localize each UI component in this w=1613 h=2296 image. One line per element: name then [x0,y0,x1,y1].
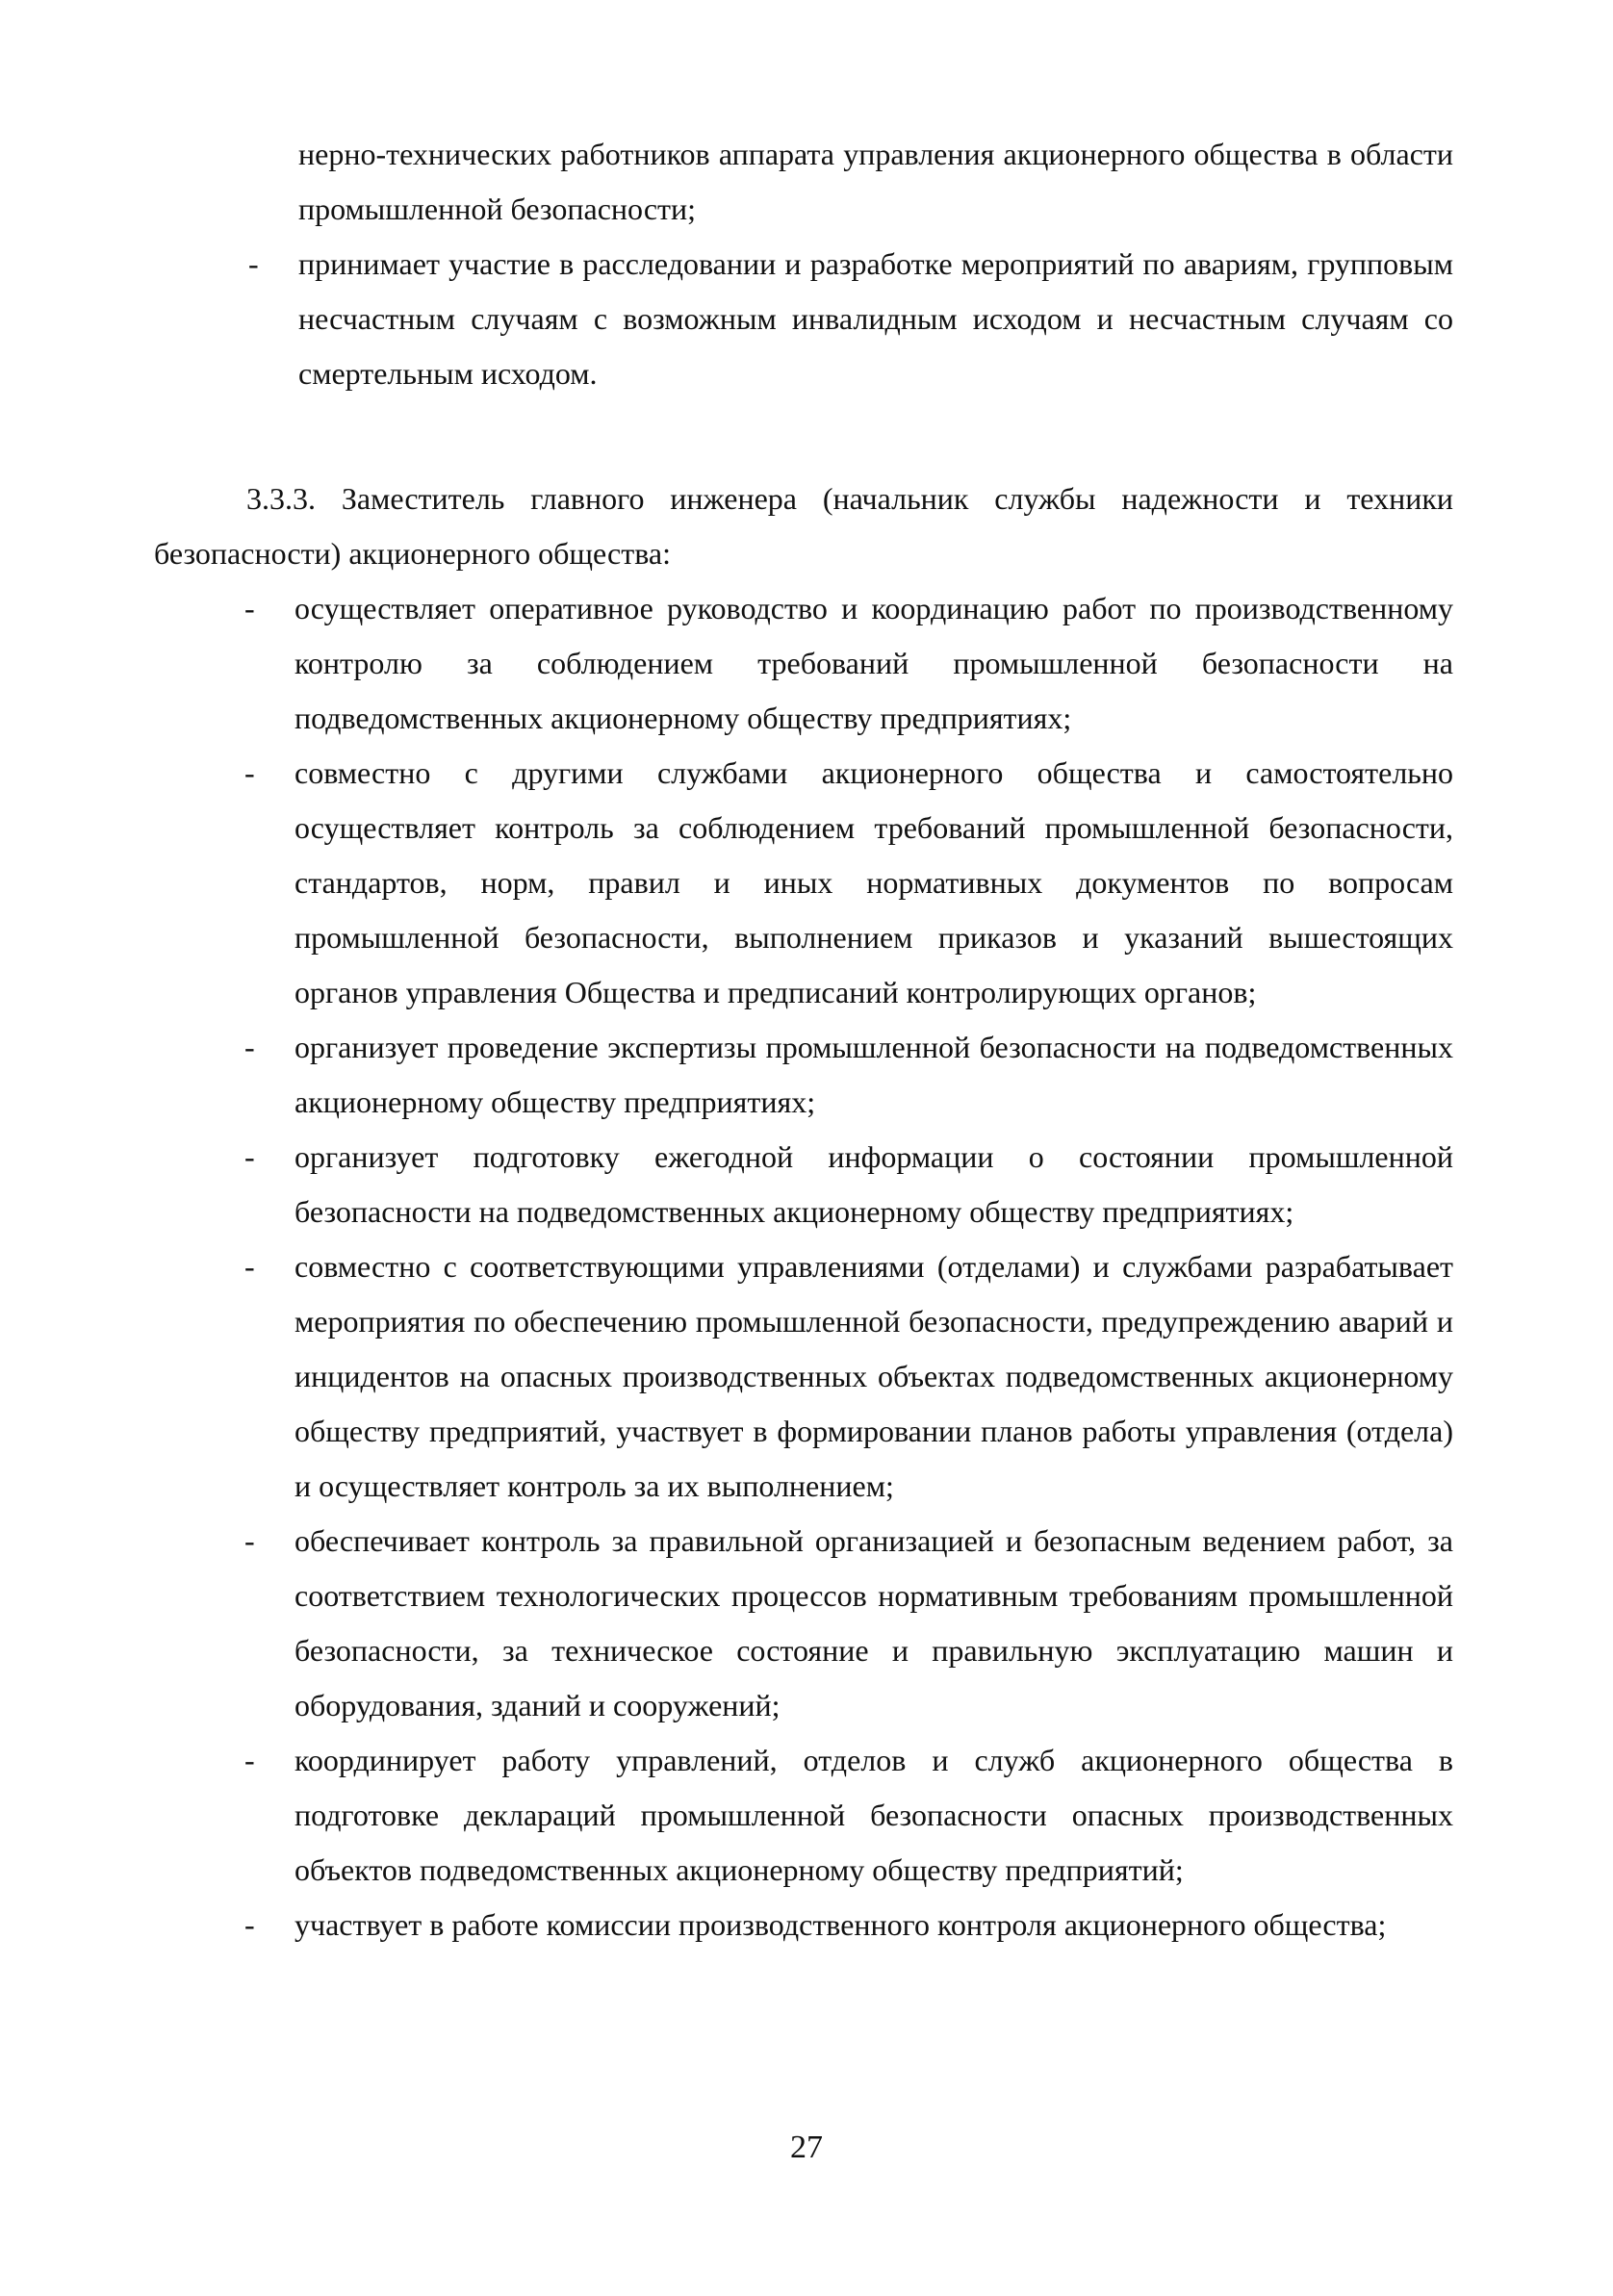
list-item [244,1020,1453,1130]
bullet-dash: - [244,1523,255,1558]
list-item [244,1514,1453,1733]
list-item-text: осуществляет оперативное руководство и координацию работ по производственному контролю за соблюдением требований промышленной безопасности на подведомственных акционерному обществу предприятиях; [294,591,1453,735]
list-item-text: организует подготовку ежегодной информации о состоянии промышленной безопасности на подведомственных акционерному обществу предприятиях; [294,1139,1453,1229]
page-number: 27 [790,2130,823,2165]
list-item [248,237,1453,401]
list-item-text: координирует работу управлений, отделов и служб акционерного общества в подготовке деклараций промышленной безопасности опасных производственных объектов подведомственных акционерному обществу предприятий; [294,1743,1453,1887]
list-item [244,1898,1453,1952]
section-heading: 3.3.3. Заместитель главного инженера (начальник службы надежности и техники безопасности) акционерного общества: [154,481,1453,571]
main-bullet-list [244,581,1453,1952]
bullet-dash: - [248,246,259,281]
list-item-text: принимает участие в расследовании и разработке мероприятий по авариям, групповым несчастным случаям с возможным инвалидным исходом и несчастным случаям со смертельным исходом. [298,246,1453,391]
list-item-text: обеспечивает контроль за правильной организацией и безопасным ведением работ, за соответствием технологических процессов нормативным требованиям промышленной безопасности, за техническое состояние и правильную эксплуатацию машин и оборудования, зданий и сооружений; [294,1523,1453,1722]
list-item-text: участвует в работе комиссии производственного контроля акционерного общества; [294,1907,1387,1942]
list-item-text: совместно с соответствующими управлениями (отделами) и службами разрабатывает мероприятия по обеспечению промышленной безопасности, предупреждению аварий и инцидентов на опасных производственных объектах подведомственных акционерному обществу предприятий, участвует в формировании планов работы управления (отдела) и осуществляет контроль за их выполнением; [294,1249,1453,1503]
list-item [244,581,1453,746]
bullet-dash: - [244,1907,255,1942]
bullet-dash: - [244,1030,255,1064]
intro-bullet-list [248,237,1453,401]
list-item [244,1239,1453,1514]
continuation-paragraph: нерно-технических работников аппарата управления акционерного общества в области промышленной безопасности; [298,137,1453,226]
list-item-text: организует проведение экспертизы промышленной безопасности на подведомственных акционерному обществу предприятиях; [294,1030,1453,1119]
bullet-dash: - [244,1139,255,1174]
list-item [244,746,1453,1020]
list-item [244,1130,1453,1239]
list-item [244,1733,1453,1898]
bullet-dash: - [244,591,255,625]
bullet-dash: - [244,1743,255,1777]
list-item-text: совместно с другими службами акционерного общества и самостоятельно осуществляет контроль за соблюдением требований промышленной безопасности, стандартов, норм, правил и иных нормативных документов по вопросам промышленной безопасности, выполнением приказов и указаний вышестоящих органов управления Общества и предписаний контролирующих органов; [294,755,1453,1009]
bullet-dash: - [244,1249,255,1284]
bullet-dash: - [244,755,255,790]
